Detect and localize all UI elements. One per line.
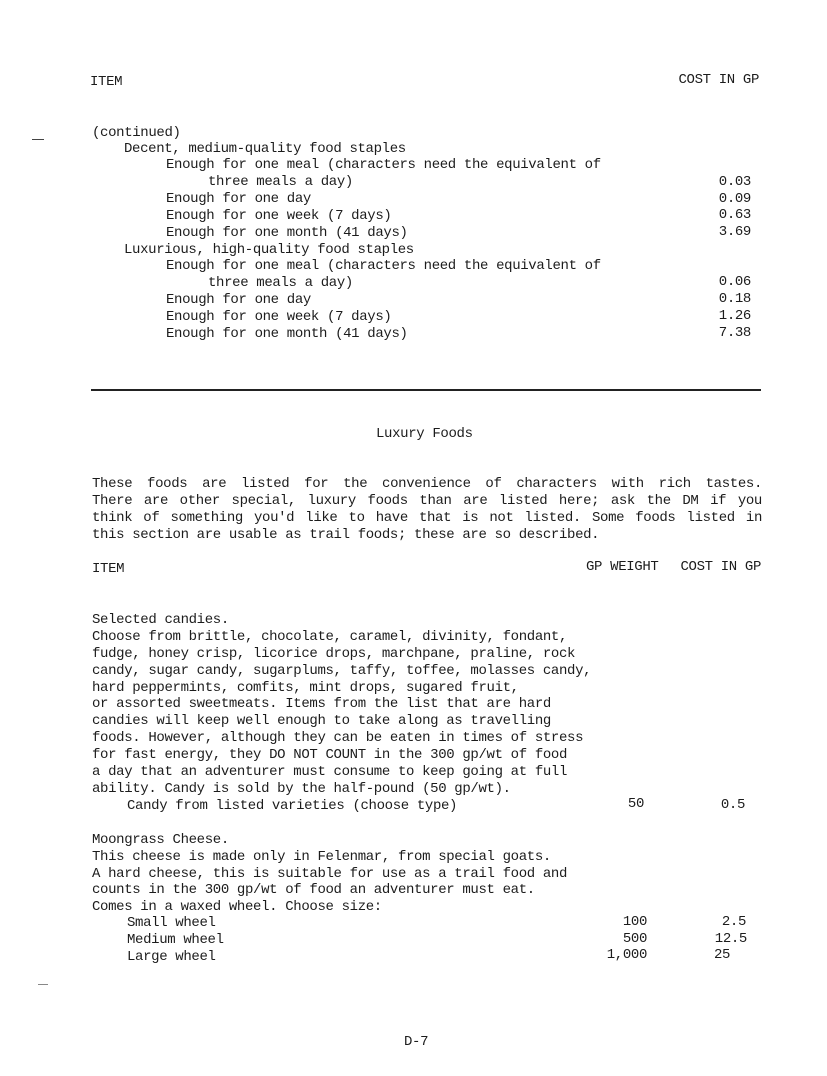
candies-text-line: or assorted sweetmeats. Items from the list that are hard [92, 696, 551, 712]
candies-text-line: hard peppermints, comfits, mint drops, sugared fruit, [92, 680, 519, 696]
intro-line: this section are usable as trail foods; these are so described. [92, 527, 600, 543]
luxurious-day-label: Enough for one day [166, 292, 311, 308]
candies-text-line: ability. Candy is sold by the half-pound (50 gp/wt). [92, 781, 511, 797]
candies-text-line: candy, sugar candy, sugarplums, taffy, toffee, molasses candy, [92, 663, 592, 679]
section-title: Luxury Foods [376, 426, 473, 442]
luxurious-month-cost: 7.38 [718, 325, 751, 341]
luxurious-meal-cost: 0.06 [718, 274, 751, 290]
luxurious-meal-line2: three meals a day) [208, 275, 353, 291]
decent-week-label: Enough for one week (7 days) [166, 208, 392, 224]
item-column-header: ITEM [90, 74, 123, 90]
cheese-heading: Moongrass Cheese. [92, 832, 229, 848]
luxurious-meal-line1: Enough for one meal (characters need the equivalent of [166, 258, 601, 274]
decent-meal-cost: 0.03 [718, 174, 751, 190]
decent-month-cost: 3.69 [718, 224, 751, 240]
candies-text-line: a day that an adventurer must consume to keep going at full [92, 764, 568, 780]
candies-text-line: candies will keep well enough to take along as travelling [92, 713, 551, 729]
section-divider [91, 389, 761, 391]
decent-day-label: Enough for one day [166, 191, 311, 207]
cheese-large-weight: 1,000 [606, 947, 647, 963]
cheese-large-label: Large wheel [127, 949, 216, 965]
luxurious-week-cost: 1.26 [718, 308, 751, 324]
candies-text-line: Choose from brittle, chocolate, caramel, divinity, fondant, [92, 629, 568, 645]
page-number: D-7 [404, 1034, 429, 1050]
intro-line: There are other special, luxury foods than are listed here; ask the DM if you [92, 493, 762, 509]
scan-mark [32, 139, 44, 140]
candies-text-line: fudge, honey crisp, licorice drops, marchpane, praline, rock [92, 646, 576, 662]
cheese-large-cost: 25 [714, 947, 731, 963]
cheese-text-line: A hard cheese, this is suitable for use as a trail food and [92, 866, 568, 882]
cost-column-header: COST IN GP [678, 72, 759, 88]
decent-meal-line2: three meals a day) [208, 174, 353, 190]
luxury-weight-column-header: GP WEIGHT [586, 559, 659, 575]
candy-item-cost: 0.5 [720, 797, 745, 813]
decent-month-label: Enough for one month (41 days) [166, 225, 408, 241]
continued-label: (continued) [92, 125, 181, 141]
candy-item-label: Candy from listed varieties (choose type) [127, 798, 458, 814]
decent-week-cost: 0.63 [718, 207, 751, 223]
intro-line: think of something you'd like to have that is not listed. Some foods listed in [92, 510, 762, 526]
luxurious-month-label: Enough for one month (41 days) [166, 326, 408, 342]
cheese-small-label: Small wheel [127, 915, 216, 931]
decent-day-cost: 0.09 [718, 191, 751, 207]
cheese-text-line: Comes in a waxed wheel. Choose size: [92, 899, 382, 915]
cheese-medium-label: Medium wheel [127, 932, 224, 948]
candies-text-line: for fast energy, they DO NOT COUNT in the 300 gp/wt of food [92, 747, 568, 763]
intro-line: These foods are listed for the convenience of characters with rich tastes. [92, 476, 762, 492]
candies-heading: Selected candies. [92, 612, 229, 628]
group-heading-luxurious: Luxurious, high-quality food staples [124, 242, 414, 258]
candies-text-line: foods. However, although they can be eaten in times of stress [92, 730, 584, 746]
luxury-item-column-header: ITEM [92, 561, 125, 577]
luxurious-day-cost: 0.18 [718, 291, 751, 307]
cheese-small-cost: 2.5 [721, 914, 746, 930]
intro-paragraph [92, 476, 762, 544]
cheese-medium-cost: 12.5 [714, 931, 747, 947]
group-heading-decent: Decent, medium-quality food staples [124, 141, 406, 157]
cheese-text-line: This cheese is made only in Felenmar, from special goats. [92, 849, 551, 865]
cheese-text-line: counts in the 300 gp/wt of food an adventurer must eat. [92, 882, 535, 898]
luxury-cost-column-header: COST IN GP [680, 559, 761, 575]
cheese-medium-weight: 500 [622, 931, 647, 947]
scan-mark [38, 984, 48, 985]
luxurious-week-label: Enough for one week (7 days) [166, 309, 392, 325]
candy-item-weight: 50 [627, 796, 644, 812]
decent-meal-line1: Enough for one meal (characters need the equivalent of [166, 157, 601, 173]
cheese-small-weight: 100 [622, 914, 647, 930]
